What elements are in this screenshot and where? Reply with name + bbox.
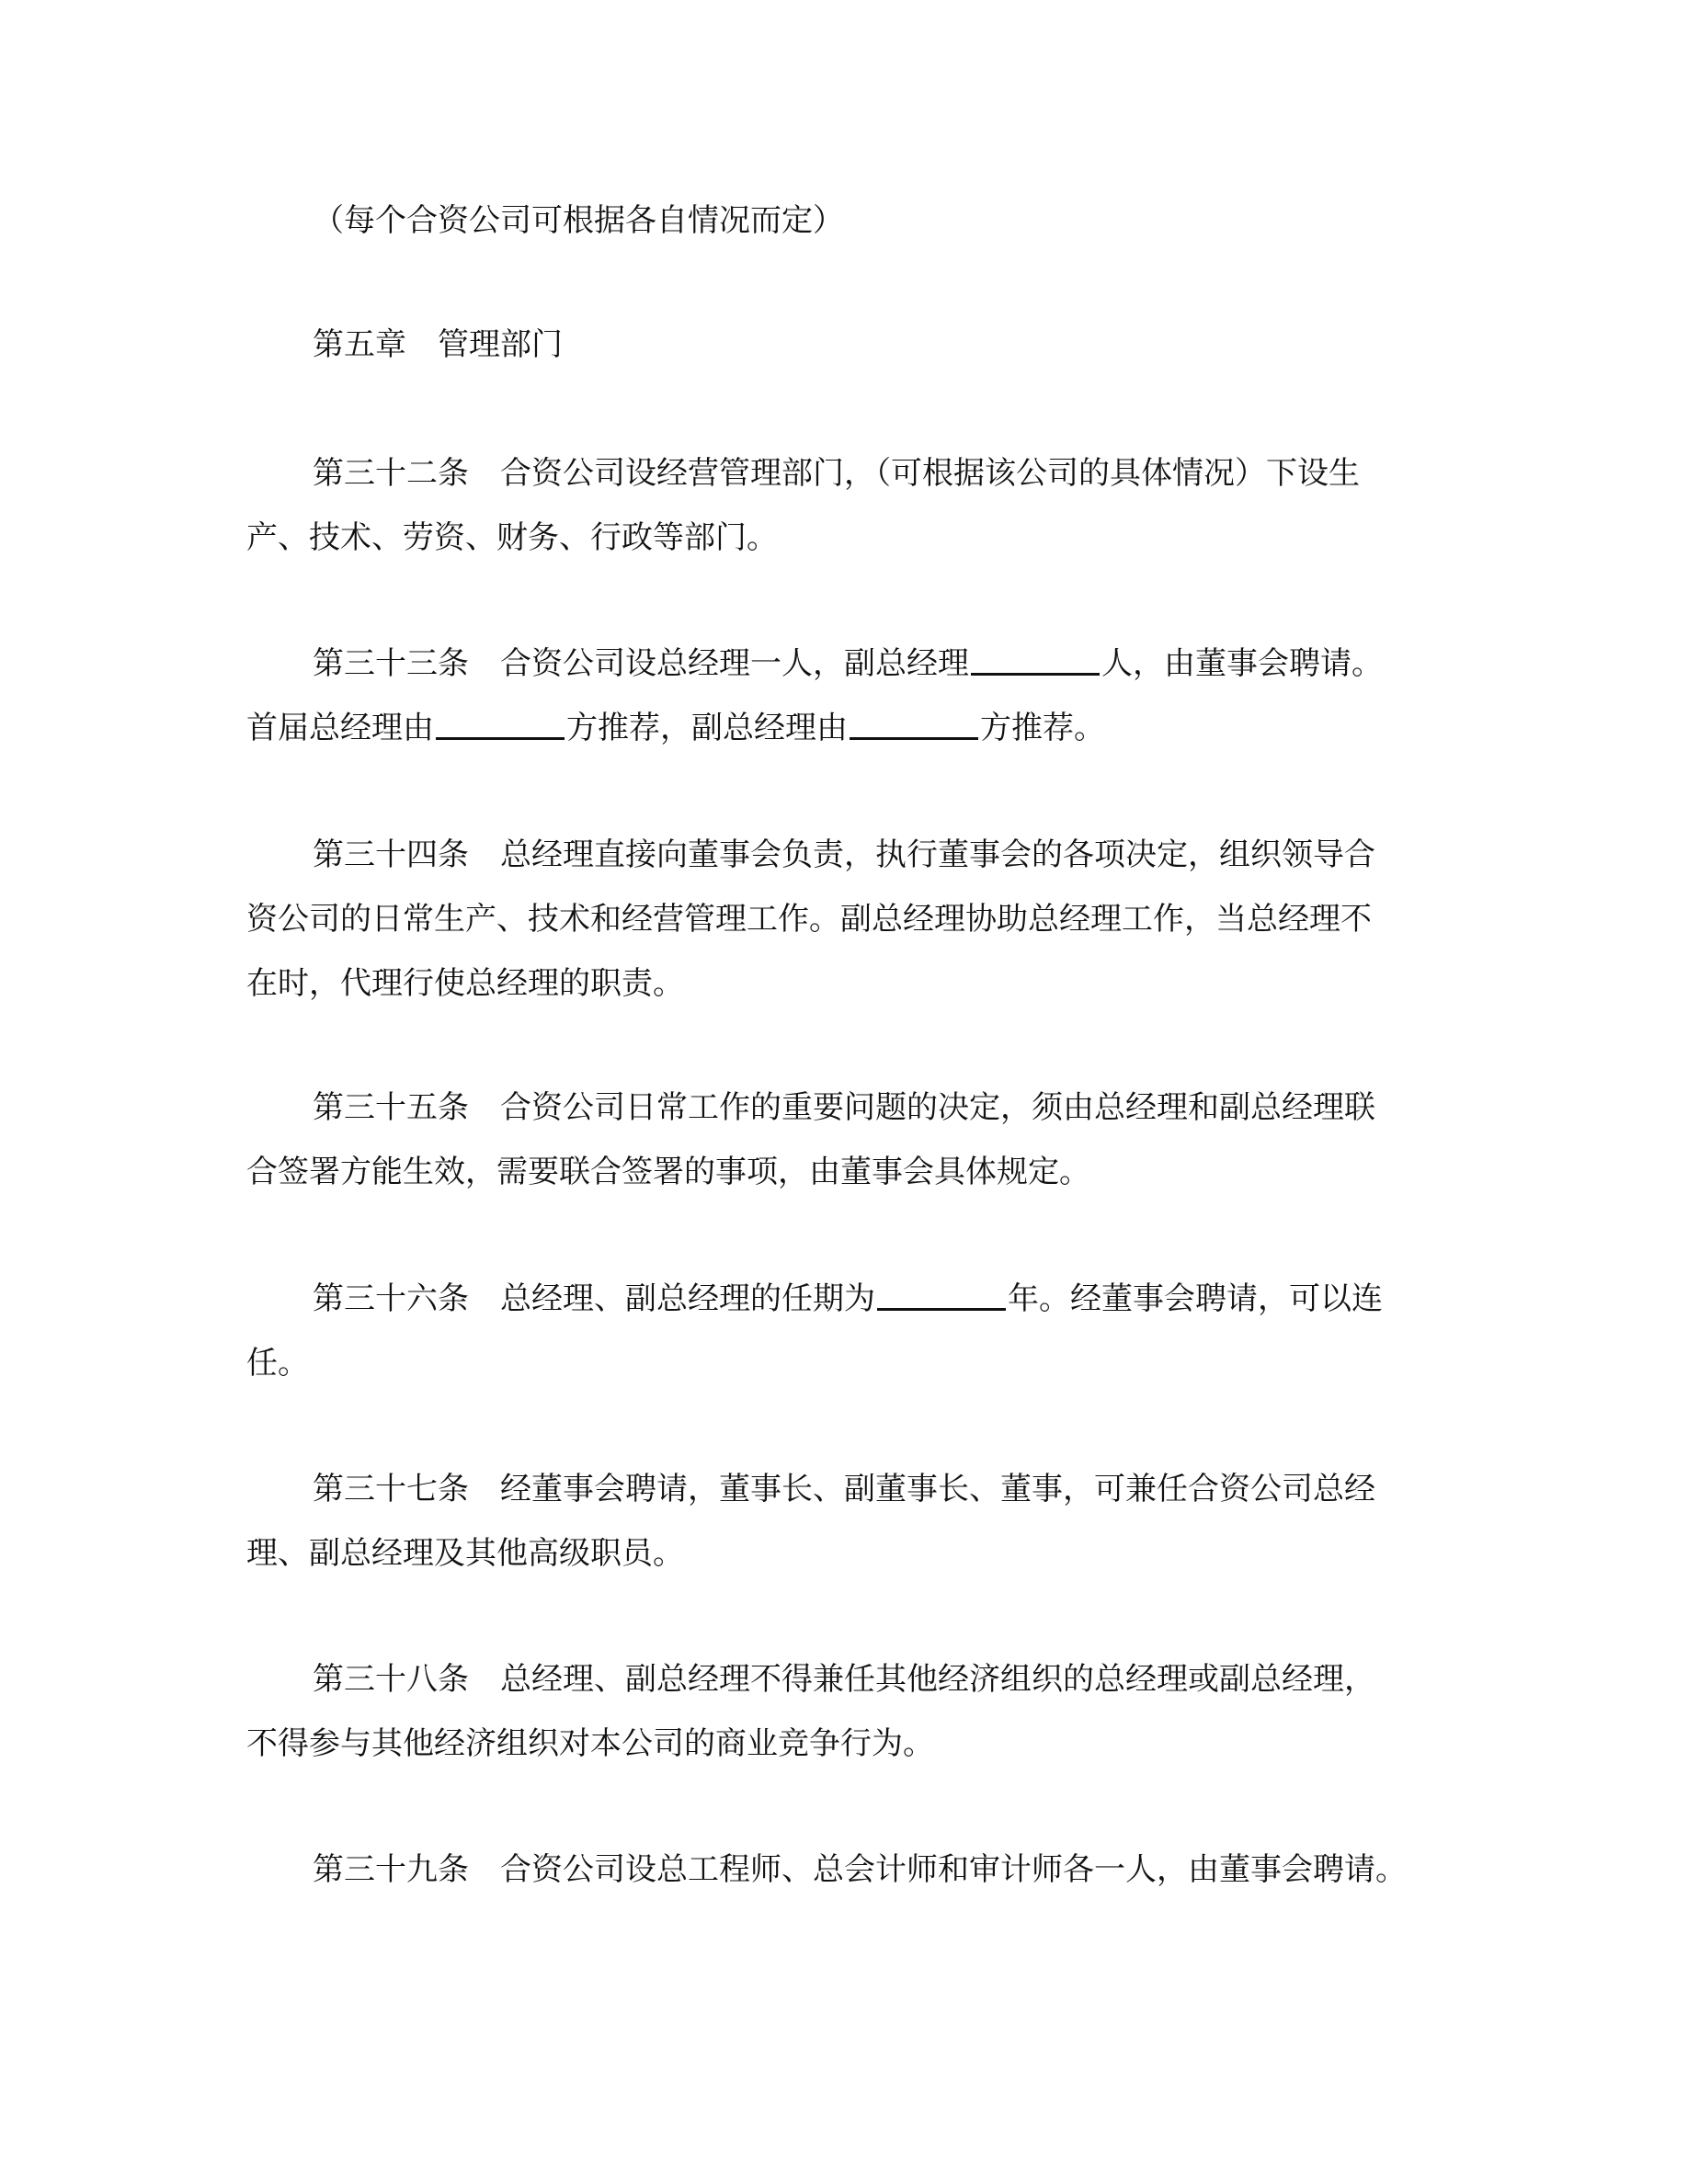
article-number: 第三十八条	[313, 1661, 469, 1698]
fill-in-blank[interactable]	[850, 710, 978, 740]
article-text: 方推荐。	[980, 710, 1105, 746]
article-text: 不得参与其他经济组织对本公司的商业竞争行为。	[246, 1725, 934, 1762]
article-35	[246, 1075, 1442, 1204]
fill-in-blank[interactable]	[971, 645, 1100, 676]
article-text: 人，由董事会聘请。	[1101, 645, 1383, 682]
article-number: 第三十九条	[313, 1851, 469, 1888]
article-text: 总经理、副总经理的任期为	[500, 1280, 875, 1317]
article-text: 总经理直接向董事会负责，执行董事会的各项决定，组织领导合	[500, 836, 1375, 873]
article-number: 第三十二条	[313, 455, 469, 492]
article-text: 产、技术、劳资、财务、行政等部门。	[246, 519, 778, 556]
article-number: 第三十五条	[313, 1089, 469, 1126]
fill-in-blank[interactable]	[877, 1280, 1006, 1311]
article-38	[246, 1647, 1442, 1776]
chapter-number: 第五章	[313, 326, 406, 363]
note-text: （每个合资公司可根据各自情况而定）	[313, 202, 844, 239]
fill-in-blank[interactable]	[436, 710, 565, 740]
article-text: 任。	[246, 1345, 309, 1382]
article-number: 第三十三条	[313, 645, 469, 682]
article-39	[246, 1837, 1442, 1902]
article-text: 在时，代理行使总经理的职责。	[246, 965, 684, 1002]
article-text: 方推荐，副总经理由	[566, 710, 848, 746]
article-text: 经董事会聘请，董事长、副董事长、董事，可兼任合资公司总经	[500, 1471, 1375, 1507]
chapter-heading	[313, 313, 1508, 377]
article-number: 第三十六条	[313, 1280, 469, 1317]
article-text: 合资公司设总经理一人，副总经理	[500, 645, 969, 682]
note-paragraph	[313, 188, 1508, 253]
article-text: 年。经董事会聘请，可以连	[1008, 1280, 1383, 1317]
article-number: 第三十七条	[313, 1471, 469, 1507]
article-text: 总经理、副总经理不得兼任其他经济组织的总经理或副总经理，	[500, 1661, 1375, 1698]
article-37	[246, 1457, 1442, 1586]
article-34	[246, 823, 1442, 1016]
article-32	[246, 441, 1442, 570]
article-text: 理、副总经理及其他高级职员。	[246, 1535, 684, 1572]
article-number: 第三十四条	[313, 836, 469, 873]
article-text: 首届总经理由	[246, 710, 434, 746]
article-36	[246, 1267, 1442, 1395]
article-33	[246, 631, 1442, 760]
article-text: 合资公司设总工程师、总会计师和审计师各一人，由董事会聘请。	[500, 1851, 1407, 1888]
article-text: 合签署方能生效，需要联合签署的事项，由董事会具体规定。	[246, 1154, 1090, 1190]
article-text: 合资公司设经营管理部门，（可根据该公司的具体情况）下设生	[500, 455, 1360, 492]
chapter-title: 管理部门	[438, 326, 563, 363]
article-text: 合资公司日常工作的重要问题的决定，须由总经理和副总经理联	[500, 1089, 1375, 1126]
article-text: 资公司的日常生产、技术和经营管理工作。副总经理协助总经理工作，当总经理不	[246, 901, 1372, 938]
